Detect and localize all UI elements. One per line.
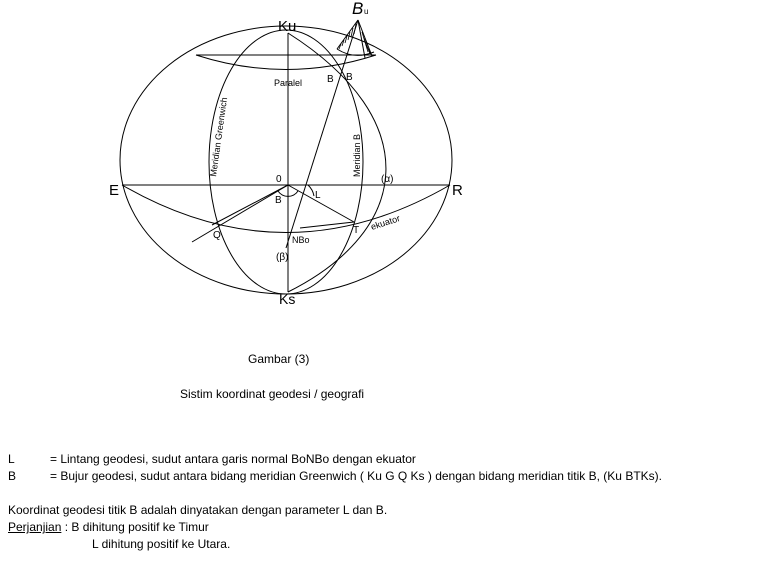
line-nbo-t — [300, 222, 354, 228]
label-paralel: Paralel — [274, 78, 303, 88]
label-b-center: B — [275, 195, 282, 206]
label-r: R — [452, 182, 463, 199]
label-meridian-b: Meridian B — [352, 133, 362, 177]
label-ku: Ku — [278, 18, 297, 35]
definition-symbol: L — [8, 452, 15, 466]
label-bu: B — [352, 0, 364, 18]
label-l-angle: L — [315, 190, 321, 201]
meridian-b-curve — [288, 33, 386, 292]
line-to-beta — [192, 185, 288, 242]
definition-symbol: B — [8, 469, 17, 483]
label-ekuator: ekuator — [369, 213, 402, 232]
figure-caption: Gambar (3) — [248, 352, 310, 366]
label-e: E — [109, 182, 120, 199]
equator-arc — [122, 185, 450, 233]
bu-cone-left — [337, 20, 358, 49]
parallel-arc — [196, 55, 376, 70]
label-t: T — [353, 225, 360, 236]
label-nbo: NBo — [292, 235, 310, 245]
label-b-parallel-2: B — [346, 72, 353, 83]
definition-text: = Bujur geodesi, sudut antara bidang meridian Greenwich ( Ku G Q Ks ) dengan bidang meridian titik B, (Ku BTKs). — [50, 469, 662, 483]
label-beta: (β) — [276, 252, 289, 263]
convention-line-2: L dihitung positif ke Utara. — [92, 537, 231, 551]
line-to-t — [288, 185, 354, 222]
convention-b-rule: : B dihitung positif ke Timur — [61, 520, 209, 534]
bu-cone-right — [358, 20, 372, 56]
label-zero: 0 — [276, 174, 282, 185]
label-ks: Ks — [279, 291, 296, 307]
coordinate-statement: Koordinat geodesi titik B adalah dinyatakan dengan parameter L dan B. — [8, 503, 388, 517]
convention-line-1 — [8, 520, 209, 534]
definition-text: = Lintang geodesi, sudut antara garis normal BoNBo dengan ekuator — [50, 452, 416, 466]
label-b-parallel-1: B — [327, 74, 334, 85]
figure-subtitle: Sistim koordinat geodesi / geografi — [180, 387, 365, 401]
label-alpha: (α) — [381, 174, 394, 185]
convention-label: Perjanjian — [8, 520, 62, 534]
label-meridian-greenwich: Meridian Greenwich — [208, 96, 230, 178]
label-bu-sub: u — [364, 7, 369, 16]
label-q: Q — [213, 230, 221, 241]
angle-l-arc — [308, 185, 314, 196]
